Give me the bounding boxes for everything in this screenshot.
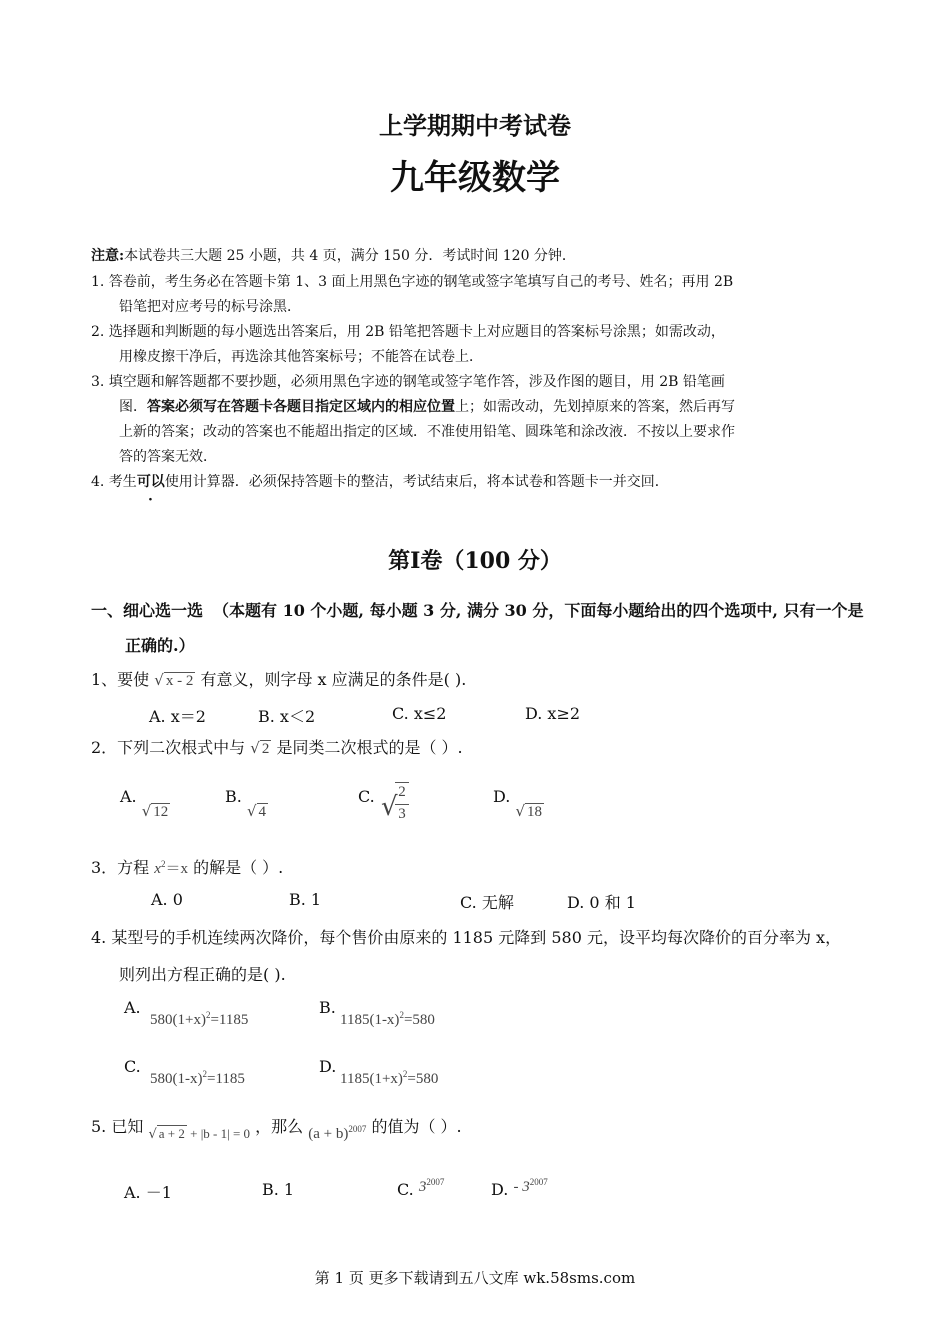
page-footer: 第 1 页 更多下载请到五八文库 wk.58sms.com [314,1269,636,1287]
q4-d-expr: $1185(1+x)^2=580$ [340,1069,439,1087]
q4-option-d: D. [319,1057,337,1076]
q3-option-a: A. 0 [151,890,183,909]
part1-title: 一、细心选一选 [91,601,204,620]
q1-expr: √ x - 2 [154,671,194,689]
note-3a: 3. 填空题和解答题都不要抄题，必须用黑色字迹的钢笔或签字笔作答，涉及作图的题目，用 2B 铅笔画 [91,374,725,390]
note-2a: 2. 选择题和判断题的每小题选出答案后，用 2B 铅笔把答题卡上对应题目的答案标号涂黑；如需改动， [91,324,725,340]
q5-option-d [491,1177,548,1200]
part1-desc-a: （本题有 10 个小题, 每小题 3 分, 满分 30 分，下面每小题给出的四个选项中, 只有一个是 [213,601,864,620]
q3-option-b: B. 1 [289,890,322,909]
q3-expr: $x^2=x$ [154,859,188,877]
q4-option-c: C. [124,1057,141,1076]
q2-b-expr: √ 4 [246,802,266,820]
q2-option-c [358,787,375,806]
notes-lead-text: 本试卷共三大题 25 小题，共 4 页，满分 150 分．考试时间 120 分钟． [124,248,576,264]
q2-c-label: C. [358,787,375,806]
question-2 [91,735,463,758]
q1-option-c: C. x≤2 [392,704,447,723]
q3-option-c: C. 无解 [460,893,514,912]
q4-c-expr: $580(1-x)^2=1185$ [150,1069,245,1087]
q1-option-b: B. x＜2 [258,707,316,726]
notes-label: 注意: [91,248,125,264]
q3-post: 的解是（ ）. [193,858,284,877]
exam-title: 九年级数学 [390,158,560,198]
q5-option-b: B. 1 [262,1180,295,1199]
q4-option-b: B. [319,998,336,1017]
q5-post: 的值为（ ）. [371,1117,462,1136]
q5-option-a: A. －1 [124,1183,172,1202]
q5-mid: ，那么 [255,1117,304,1136]
note-1b: 铅笔把对应考号的标号涂黑． [119,299,301,315]
q5-option-c [397,1177,445,1200]
q5-d-label: D. [491,1180,509,1199]
note-3b-post: 上；如需改动，先划掉原来的答案，然后再写 [455,399,735,415]
note-3b [119,395,735,420]
note-4-bold: 可以 [136,474,165,490]
q2-pre: 2．下列二次根式中与 [91,738,246,757]
q2-c-num: 2 [398,784,406,800]
note-3c: 上新的答案；改动的答案也不能超出指定的区域．不准使用铅笔、圆珠笔和涂改液．不按以上要求作 [119,424,735,440]
q2-a-label: A. [120,787,137,806]
q5-c-label: C. [397,1180,414,1199]
q5-pre: 5. 已知 [91,1117,144,1136]
note-4 [91,470,669,495]
q4-line-2: 则列出方程正确的是( ). [119,965,286,984]
q3-pre: 3．方程 [91,858,150,877]
part1-heading [91,598,864,621]
q2-d-expr: √ 18 [515,802,542,820]
q2-option-d [493,787,544,820]
question-3 [91,855,283,878]
exam-subtitle: 上学期期中考试卷 [379,111,571,140]
part1-desc-b: 正确的.） [125,636,195,655]
q4-option-a: A. [124,998,141,1017]
q2-b-label: B. [225,787,242,806]
q2-post: 是同类二次根式的是（ ）. [276,738,463,757]
note-3b-pre: 图． [119,399,147,415]
q5-expr2: $(a + b)^{2007}$ [308,1124,367,1142]
note-3b-bold: 答案必须写在答题卡各题目指定区域内的相应位置 [147,399,455,415]
note-2b: 用橡皮擦干净后，再选涂其他答案标号；不能答在试卷上． [119,349,483,365]
note-4-post: 使用计算器．必须保持答题卡的整洁，考试结束后，将本试卷和答题卡一并交回． [164,474,669,490]
q3-option-d: D. 0 和 1 [567,893,636,912]
q1-pre: 1、要使 [91,670,150,689]
q2-option-b [225,787,268,820]
q1-option-d: D. x≥2 [525,704,581,723]
section-title: 第Ⅰ卷（100 分） [388,548,562,574]
question-5 [91,1114,462,1142]
note-3d: 答的答案无效． [119,449,217,465]
q1-post: 有意义，则字母 x 应满足的条件是( ). [200,670,467,689]
notes-lead [91,244,576,269]
q2-a-expr: √ 12 [141,802,169,820]
q2-c-expr: √ 2 3 [381,782,409,832]
q4-line-1: 4. 某型号的手机连续两次降价，每个售价由原来的 1185 元降到 580 元，设平均每次降价的百分率为 x， [91,928,842,947]
note-1a: 1. 答卷前，考生务必在答题卡第 1、3 面上用黑色字迹的钢笔或签字笔填写自己的考号、姓名；再用 2B [91,274,734,290]
q4-a-expr: $580(1+x)^2=1185$ [150,1010,249,1028]
q2-option-a [120,787,170,820]
q4-b-expr: $1185(1-x)^2=580$ [340,1010,435,1028]
q2-d-label: D. [493,787,511,806]
q1-option-a: A. x＝2 [149,707,206,726]
q2-expr: √ 2 [250,739,270,757]
q5-expr: √ a + 2 + |b - 1| = 0 [148,1126,251,1142]
question-1 [91,667,466,690]
note-4-pre: 4. 考生 [91,474,137,490]
q2-c-den: 3 [398,806,406,822]
q5-c-expr: $3^{2007}$ [418,1177,445,1195]
q5-d-expr: - $3^{2007}$ [513,1177,548,1195]
